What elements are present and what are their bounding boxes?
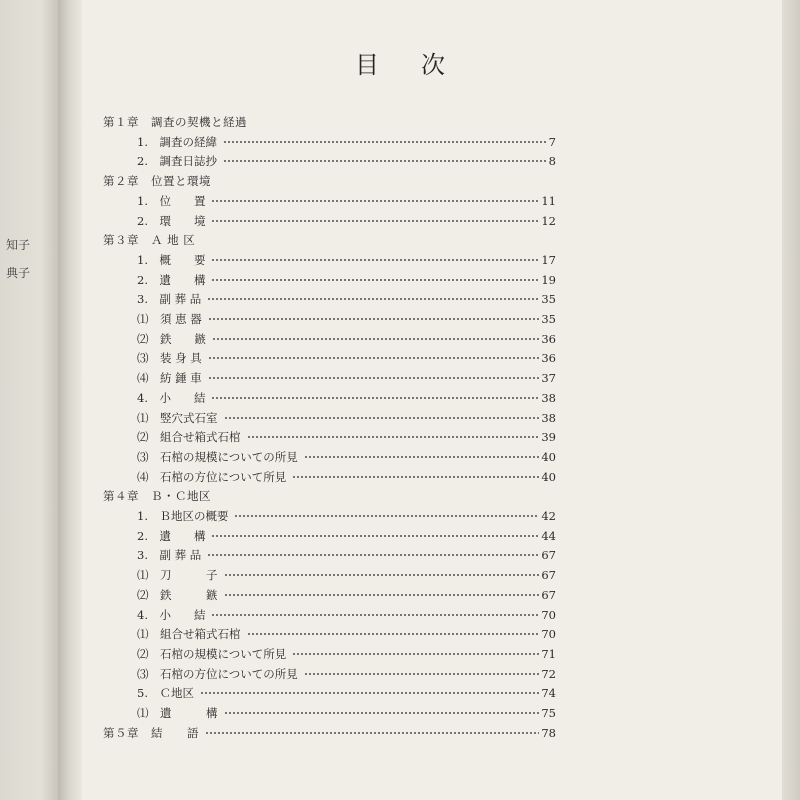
toc-page-number: 39 xyxy=(541,430,556,445)
toc-entry-row xyxy=(137,684,556,702)
toc-entry-row xyxy=(137,212,556,230)
toc-label: 第２章 位置と環境 xyxy=(103,174,211,189)
toc-label: 2. 調査日誌抄 xyxy=(137,154,217,169)
toc-page-number: 11 xyxy=(541,193,556,208)
toc-entry-row xyxy=(137,310,556,328)
toc-chapter-row xyxy=(103,231,556,249)
toc-leader-dots xyxy=(211,259,539,261)
toc-page-number: 75 xyxy=(541,706,556,720)
toc-leader-dots xyxy=(212,338,539,340)
toc-label: 第１章 調査の契機と経過 xyxy=(103,115,247,129)
toc-page-number: 17 xyxy=(541,252,556,267)
toc-page-number: 67 xyxy=(541,548,556,563)
toc-entry-row xyxy=(137,133,556,151)
toc-leader-dots xyxy=(208,318,540,320)
toc-label: 1. 概 要 xyxy=(137,252,206,267)
toc-leader-dots xyxy=(304,673,540,675)
toc-label: 4. 小 結 xyxy=(137,607,206,622)
toc-leader-dots xyxy=(223,141,547,143)
toc-entry-row xyxy=(137,448,556,466)
toc-label: ⑵ 鉄 鏃 xyxy=(137,331,206,346)
toc-page-number: 37 xyxy=(541,371,556,386)
toc-label: ⑷ 石棺の方位について所見 xyxy=(137,469,287,484)
toc-page-number: 67 xyxy=(541,568,556,583)
toc-leader-dots xyxy=(224,594,540,596)
toc-entry-row xyxy=(137,349,556,367)
toc-label: 第４章 Ｂ・Ｃ地区 xyxy=(103,489,211,504)
toc-entry-row xyxy=(137,507,556,525)
toc-leader-dots xyxy=(224,417,540,419)
toc-label: 2. 環 境 xyxy=(137,213,206,228)
toc-leader-dots xyxy=(211,220,539,222)
toc-leader-dots xyxy=(205,732,539,734)
toc-chapter-row xyxy=(103,487,556,505)
toc-leader-dots xyxy=(223,160,547,162)
toc-label: 第５章 結 語 xyxy=(103,725,199,740)
toc-label: ⑴ 遺 構 xyxy=(137,706,218,720)
toc-leader-dots xyxy=(247,436,540,438)
left-page-text-fragment: 知子 xyxy=(6,238,31,252)
toc-entry-row xyxy=(137,152,556,170)
toc-page-number: 36 xyxy=(541,331,556,346)
toc-label: ⑶ 装 身 具 xyxy=(137,351,202,366)
toc-page-number: 35 xyxy=(541,292,556,307)
toc-label: 5. Ｃ地区 xyxy=(137,686,194,701)
page-title: 目次 xyxy=(355,51,487,79)
toc-entry-row xyxy=(137,409,556,427)
toc-entry-row xyxy=(137,369,556,387)
toc-page-number: 72 xyxy=(541,666,556,681)
toc-page-number: 40 xyxy=(541,469,556,484)
toc-entry-row xyxy=(137,428,556,446)
toc-entry-row xyxy=(137,192,556,210)
toc-label: ⑶ 石棺の規模についての所見 xyxy=(137,449,298,464)
toc-label: 第３章 Ａ 地 区 xyxy=(103,233,196,248)
toc-label: 1. 調査の経緯 xyxy=(137,134,217,149)
toc-label: ⑴ 組合せ箱式石棺 xyxy=(137,627,241,642)
toc-entry-row xyxy=(137,665,556,683)
toc-leader-dots xyxy=(247,633,540,635)
toc-entry-row xyxy=(137,566,556,584)
toc-label: 1. 位 置 xyxy=(137,193,206,208)
toc-leader-dots xyxy=(304,456,540,458)
toc-chapter-row xyxy=(103,113,556,131)
toc-entry-row xyxy=(137,527,556,545)
toc-label: ⑴ 須 恵 器 xyxy=(137,312,202,326)
toc-chapter-row xyxy=(103,172,556,190)
toc-label: 2. 遺 構 xyxy=(137,272,206,287)
toc-page-number: 70 xyxy=(541,607,556,622)
toc-entry-row xyxy=(137,468,556,486)
toc-leader-dots xyxy=(292,653,539,655)
toc-page-number: 44 xyxy=(541,528,556,543)
left-page-text-fragment: 典子 xyxy=(6,266,31,280)
toc-page-number: 67 xyxy=(541,587,556,602)
toc-leader-dots xyxy=(234,515,539,517)
toc-leader-dots xyxy=(208,357,540,359)
toc-label: 1. Ｂ地区の概要 xyxy=(137,509,229,523)
toc-page-number: 36 xyxy=(541,351,556,366)
toc-label: 2. 遺 構 xyxy=(137,528,206,543)
toc-entry-row xyxy=(137,330,556,348)
toc-page-number: 38 xyxy=(541,410,556,425)
toc-leader-dots xyxy=(292,476,539,478)
toc-entry-row xyxy=(137,645,556,663)
toc-leader-dots xyxy=(211,397,539,399)
toc-leader-dots xyxy=(208,377,540,379)
toc-chapter-row xyxy=(103,724,556,742)
toc-entry-row xyxy=(137,271,556,289)
toc-label: 3. 副 葬 品 xyxy=(137,548,202,563)
toc-label: ⑴ 刀 子 xyxy=(137,568,218,583)
toc-page-number: 19 xyxy=(541,272,556,287)
toc-leader-dots xyxy=(207,298,539,300)
toc-label: ⑵ 石棺の規模について所見 xyxy=(137,646,287,661)
toc-leader-dots xyxy=(224,574,540,576)
toc-page-number: 40 xyxy=(541,449,556,464)
toc-leader-dots xyxy=(211,535,539,537)
toc-page-number: 78 xyxy=(541,725,556,740)
toc-label: 3. 副 葬 品 xyxy=(137,292,202,307)
toc-page-number: 70 xyxy=(541,627,556,642)
toc-page-number: 35 xyxy=(541,312,556,326)
toc-page-number: 38 xyxy=(541,390,556,405)
toc-entry-row xyxy=(137,290,556,308)
toc-entry-row xyxy=(137,251,556,269)
toc-page-number: 71 xyxy=(541,646,556,661)
toc-leader-dots xyxy=(200,692,539,694)
toc-page-number: 8 xyxy=(548,154,556,169)
toc-page-number: 7 xyxy=(548,134,556,149)
toc-label: ⑷ 紡 錘 車 xyxy=(137,371,202,386)
toc-leader-dots xyxy=(211,200,539,202)
toc-label: ⑶ 石棺の方位についての所見 xyxy=(137,666,298,681)
toc-leader-dots xyxy=(211,614,539,616)
toc-label: ⑵ 鉄 鏃 xyxy=(137,587,218,602)
toc-entry-row xyxy=(137,546,556,564)
toc-label: ⑴ 竪穴式石室 xyxy=(137,410,218,425)
toc-entry-row xyxy=(137,704,556,722)
toc-entry-row xyxy=(137,586,556,604)
toc-leader-dots xyxy=(211,279,539,281)
toc-entry-row xyxy=(137,389,556,407)
toc-page-number: 42 xyxy=(541,509,556,523)
toc-leader-dots xyxy=(224,712,540,714)
toc-entry-row xyxy=(137,625,556,643)
toc-page-number: 74 xyxy=(541,686,556,701)
toc-entry-row xyxy=(137,606,556,624)
toc-label: 4. 小 結 xyxy=(137,390,206,405)
toc-page-number: 12 xyxy=(541,213,556,228)
toc-leader-dots xyxy=(207,554,539,556)
toc-label: ⑵ 組合せ箱式石棺 xyxy=(137,430,241,445)
